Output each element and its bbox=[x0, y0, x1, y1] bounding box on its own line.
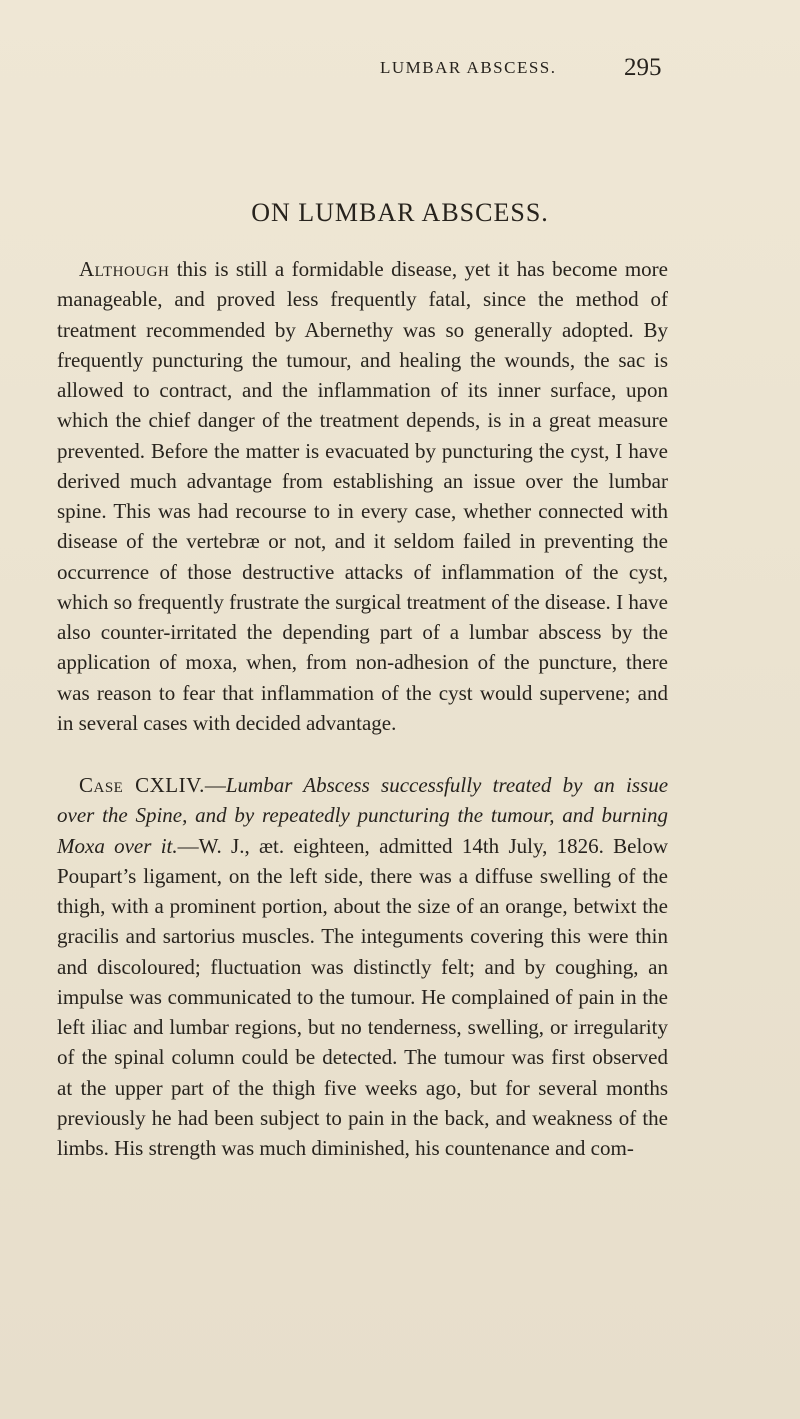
running-title: LUMBAR ABSCESS. bbox=[380, 58, 557, 77]
case-title: Lumbar Abscess successfully treated by an issue over the Spine, and by repeatedly puncturing the tumour, and burning Moxa over it. bbox=[57, 773, 669, 858]
page-number: 295 bbox=[624, 54, 662, 81]
article-title: ON LUMBAR ABSCESS. bbox=[251, 198, 549, 227]
intro-first-word: Although bbox=[79, 257, 170, 281]
case-label: Case CXLIV. bbox=[79, 773, 205, 797]
case-paragraph bbox=[57, 770, 668, 1163]
body-text bbox=[57, 254, 668, 1163]
running-header bbox=[0, 54, 800, 88]
intro-paragraph-text: this is still a formidable disease, yet it has become more manageable, and proved less frequently fatal, since the method of treatment recommended by Abernethy was so generally adopted. By frequently puncturing the tumour, and healing the wounds, the sac is allowed to contract, and the inflammation of its inner surface, upon which the chief danger of the treatment depends, is in a great measure prevented. Before the matter is evacuated by puncturing the cyst, I have derived much advantage from establishing an issue over the lumbar spine. This was had recourse to in every case, whether connected with disease of the vertebræ or not, and it seldom failed in preventing the occurrence of those destructive attacks of inflammation of the cyst, which so frequently frustrate the surgical treatment of the disease. I have also counter-irritated the depending part of a lumbar abscess by the application of moxa, when, from non-adhesion of the puncture, there was reason to fear that inflammation of the cyst would supervene; and in several cases with decided advantage. bbox=[57, 257, 668, 735]
case-paragraph-text: —W. J., æt. eighteen, admitted 14th July, 1826. Below Poupart’s ligament, on the left side, there was a diffuse swelling of the thigh, with a prominent portion, about the size of an orange, betwixt the gracilis and sartorius muscles. The integuments covering this were thin and discoloured; fluctuation was distinctly felt; and by coughing, an impulse was communicated to the tumour. He complained of pain in the left iliac and lumbar regions, but no tenderness, swelling, or irregularity of the spinal column could be detected. The tumour was first observed at the upper part of the thigh five weeks ago, but for several months previously he had been subject to pain in the back, and weakness of the limbs. His strength was much diminished, his countenance and com- bbox=[57, 833, 668, 1160]
case-dash: — bbox=[204, 773, 226, 797]
intro-paragraph bbox=[57, 254, 668, 738]
